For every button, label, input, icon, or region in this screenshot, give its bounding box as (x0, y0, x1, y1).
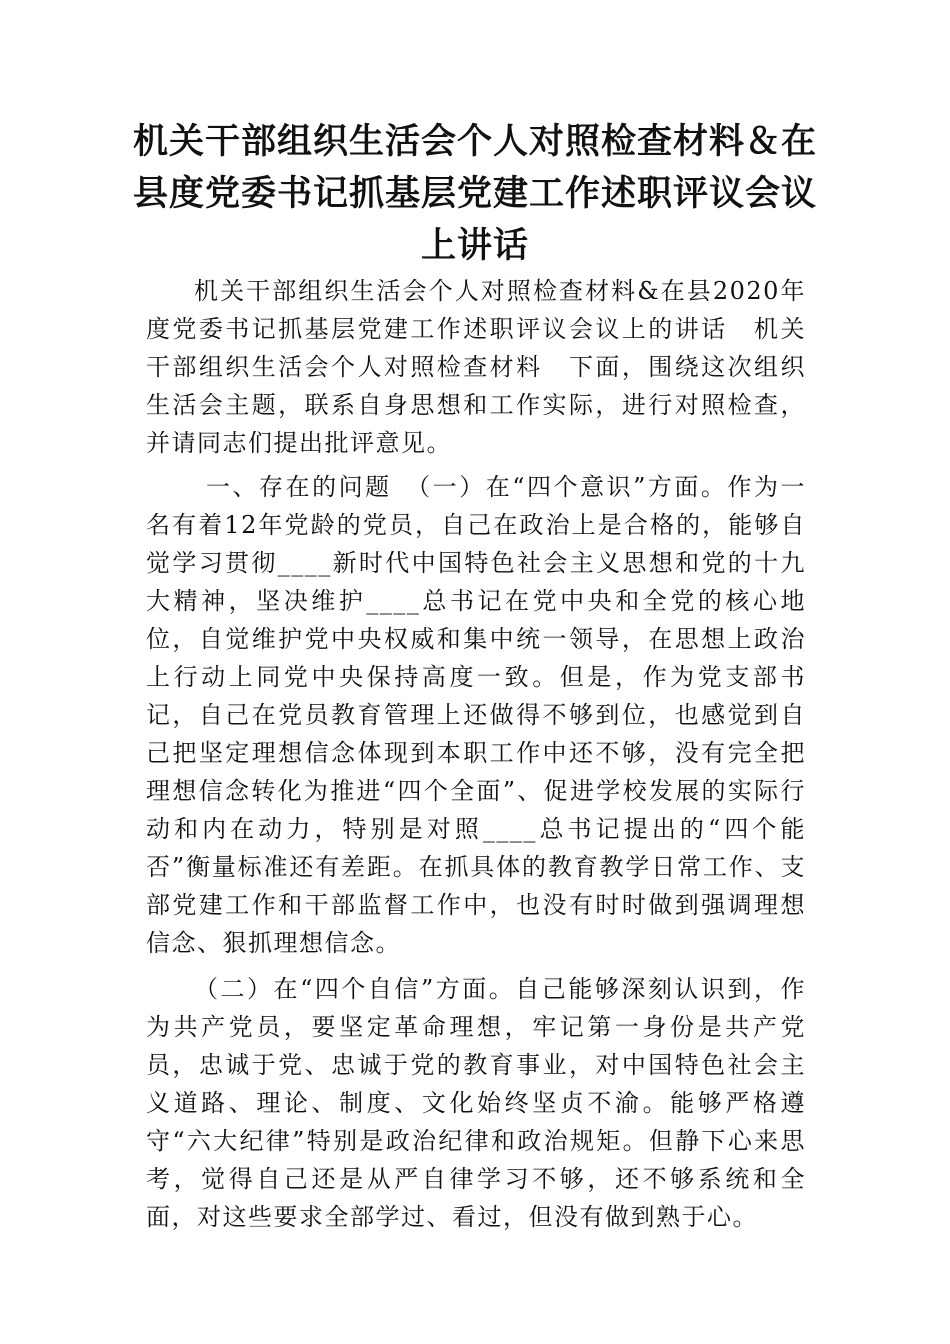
document-title: 机关干部组织生活会个人对照检查材料＆在县度党委书记抓基层党建工作述职评议会议上讲话 (132, 122, 817, 266)
document-body (146, 272, 806, 1242)
paragraph-intro: 机关干部组织生活会个人对照检查材料&在县2020年度党委书记抓基层党建工作述职评议会议上的讲话 机关干部组织生活会个人对照检查材料 下面，围绕这次组织生活会主题，联系自身思想和工作实际，进行对照检查，并请同志们提出批评意见。 (146, 277, 806, 457)
paragraph-four-consciousness: 一、存在的问题 （一）在“四个意识”方面。作为一名有着12年党龄的党员，自己在政治上是合格的，能够自觉学习贯彻____新时代中国特色社会主义思想和党的十九大精神，坚决维护____总书记在党中央和全党的核心地位，自觉维护党中央权威和集中统一领导，在思想上政治上行动上同党中央保持高度一致。但是，作为党支部书记，自己在党员教育管理上还做得不够到位，也感觉到自己把坚定理想信念体现到本职工作中还不够，没有完全把理想信念转化为推进“四个全面”、促进学校发展的实际行动和内在动力，特别是对照____总书记提出的“四个能否”衡量标准还有差距。在抓具体的教育教学日常工作、支部党建工作和干部监督工作中，也没有时时做到强调理想信念、狠抓理想信念。 (146, 473, 806, 957)
paragraph-four-confidences: （二）在“四个自信”方面。自己能够深刻认识到，作为共产党员，要坚定革命理想，牢记第一身份是共产党员，忠诚于党、忠诚于党的教育事业，对中国特色社会主义道路、理论、制度、文化始终坚贞不渝。能够严格遵守“六大纪律”特别是政治纪律和政治规矩。但静下心来思考，觉得自己还是从严自律学习不够，还不够系统和全面，对这些要求全部学过、看过，但没有做到熟于心。 (146, 975, 806, 1231)
